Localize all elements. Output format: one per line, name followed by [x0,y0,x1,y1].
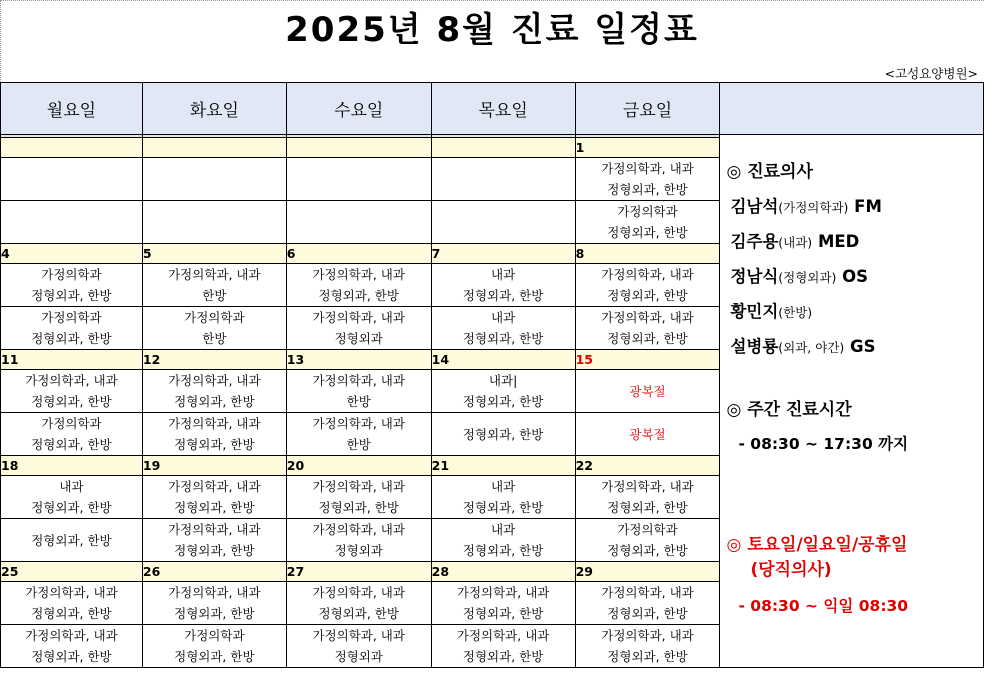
department-line: 가정의학과, 내과 [25,585,118,600]
weekend-title [726,530,976,580]
info-sidebar-content [726,157,976,616]
department-line: 정형외과, 한방 [607,543,688,558]
department-line: 가정의학과 [184,310,245,325]
department-line: 가정의학과, 내과 [312,310,405,325]
pm-schedule-cell [575,625,720,668]
am-schedule-cell [431,264,575,307]
doctor-dept: (정형외과) [778,270,837,285]
department-line: 가정의학과, 내과 [312,416,405,431]
department-line: 정형외과, 한방 [318,606,399,621]
am-schedule-cell [575,264,720,307]
doctor-name: 설병룡 [730,337,779,356]
am-schedule-cell [575,476,720,519]
am-schedule-cell [1,582,143,625]
date-cell [286,138,431,158]
department-line: 정형외과, 한방 [607,225,688,240]
page-title: 2025년 8월 진료 일정표 [285,10,699,50]
doctor-name: 황민지 [730,302,779,321]
department-line: 한방 [346,437,371,452]
department-line: 가정의학과, 내과 [312,522,405,537]
am-schedule-cell [1,370,143,413]
department-line: 정형외과, 한방 [31,288,112,303]
pm-schedule-cell [142,307,286,350]
doctor-code: MED [817,232,860,251]
department-line: 내과 [491,310,516,325]
pm-schedule-cell [575,201,720,244]
weekly-hours-title: ◎ 주간 진료시간 [726,400,852,420]
date-cell: 18 [1,456,143,476]
am-schedule-cell [1,476,143,519]
department-line: 가정의학과, 내과 [312,628,405,643]
date-cell: 7 [431,244,575,264]
am-schedule-cell [431,370,575,413]
weekday-header: 화요일 [142,83,286,135]
doctor-code: FM [854,197,882,216]
department-line: 가정의학과, 내과 [456,585,550,600]
doctor-name: 정남식 [730,267,779,286]
doctor-dept: (가정의학과) [778,200,849,215]
doctor-entry [730,263,976,287]
weekday-header: 월요일 [1,83,143,135]
department-line: 정형외과 [334,331,383,346]
department-line: 정형외과 [334,649,383,664]
pm-schedule-cell [1,307,143,350]
date-cell: 28 [431,562,575,582]
sidebar-header [720,83,984,135]
pm-schedule-cell [286,307,431,350]
holiday-label: 광복절 [629,383,666,399]
department-line: 가정의학과, 내과 [312,373,405,388]
department-line: 정형외과, 한방 [607,288,688,303]
department-line: 정형외과, 한방 [174,437,255,452]
pm-schedule-cell [431,307,575,350]
am-schedule-cell [431,582,575,625]
pm-schedule-cell [142,625,286,668]
doctor-dept: (한방) [778,305,813,320]
weekday-header: 수요일 [286,83,431,135]
department-line: 가정의학과, 내과 [601,161,694,176]
department-line: 가정의학과, 내과 [601,585,694,600]
date-cell: 6 [286,244,431,264]
date-cell: 8 [575,244,720,264]
department-line: 정형외과, 한방 [31,606,112,621]
department-line: 정형외과, 한방 [174,500,255,515]
pm-schedule-cell [286,413,431,456]
department-line: 정형외과, 한방 [462,394,544,409]
date-cell: 29 [575,562,720,582]
holiday-label: 광복절 [629,426,666,442]
pm-schedule-cell [286,625,431,668]
weekday-header-row [1,83,984,135]
pm-schedule-cell [1,413,143,456]
am-schedule-cell [286,476,431,519]
department-line: 정형외과, 한방 [318,288,399,303]
date-cell: 26 [142,562,286,582]
department-line: 가정의학과, 내과 [168,479,261,494]
pm-schedule-cell [142,201,286,244]
weekday-header: 목요일 [431,83,575,135]
doctor-entry [730,298,976,322]
department-line: 가정의학과, 내과 [168,416,261,431]
pm-schedule-cell [431,519,575,562]
schedule-body [1,135,984,668]
am-schedule-cell [142,158,286,201]
department-line: 정형외과, 한방 [462,606,544,621]
department-line: 정형외과, 한방 [174,606,255,621]
department-line: 가정의학과, 내과 [25,628,118,643]
department-line: 가정의학과, 내과 [601,267,694,282]
schedule-table [0,82,984,668]
pm-schedule-cell [142,519,286,562]
department-line: 정형외과, 한방 [31,331,112,346]
department-line: 가정의학과 [184,628,245,643]
department-line: 내과 [491,479,516,494]
department-line: 정형외과, 한방 [31,500,112,515]
date-cell [142,138,286,158]
date-cell: 11 [1,350,143,370]
am-schedule-cell [286,158,431,201]
am-schedule-cell [286,264,431,307]
date-cell: 14 [431,350,575,370]
department-line: 정형외과, 한방 [318,500,399,515]
department-line: 내과 [59,479,84,494]
date-cell: 20 [286,456,431,476]
department-line: 가정의학과, 내과 [168,585,261,600]
department-line: 한방 [202,288,227,303]
weekly-hours: - 08:30 ~ 17:30 까지 [738,435,909,453]
department-line: 정형외과, 한방 [31,394,112,409]
pm-schedule-cell [575,519,720,562]
doctor-name: 김주용 [730,232,779,251]
department-line: 정형외과, 한방 [174,543,255,558]
date-cell: 5 [142,244,286,264]
department-line: 정형외과, 한방 [462,543,544,558]
pm-schedule-cell [431,201,575,244]
department-line: 한방 [346,394,371,409]
pm-schedule-cell [1,519,143,562]
date-cell: 13 [286,350,431,370]
department-line: 가정의학과, 내과 [168,522,261,537]
pm-schedule-cell [286,201,431,244]
department-line: 정형외과, 한방 [462,649,544,664]
doctor-entry [730,333,976,357]
doctor-code: OS [842,267,869,286]
department-line: 정형외과, 한방 [174,649,255,664]
department-line: 정형외과, 한방 [174,394,255,409]
am-schedule-cell [142,476,286,519]
department-line: 내과| [488,373,518,388]
am-schedule-cell [575,582,720,625]
department-line: 가정의학과 [41,267,102,282]
date-cell: 12 [142,350,286,370]
department-line: 정형외과, 한방 [462,288,544,303]
date-cell: 4 [1,244,143,264]
date-cell: 25 [1,562,143,582]
department-line: 가정의학과, 내과 [601,310,694,325]
pm-schedule-cell [1,625,143,668]
department-line: 가정의학과, 내과 [456,628,550,643]
department-line: 가정의학과 [41,416,102,431]
doctor-dept: (내과) [778,235,813,250]
doctor-dept: (외과, 야간) [778,340,845,355]
department-line: 가정의학과 [41,310,102,325]
weekend-hours: - 08:30 ~ 익일 08:30 [738,597,909,615]
pm-schedule-cell [575,307,720,350]
am-schedule-cell [142,370,286,413]
am-schedule-cell [142,264,286,307]
department-line: 정형외과, 한방 [607,500,688,515]
date-cell: 15 [575,350,720,370]
department-line: 가정의학과, 내과 [312,585,405,600]
department-line: 정형외과, 한방 [31,649,112,664]
am-schedule-cell [142,582,286,625]
page-top-border [0,0,984,1]
am-schedule-cell [1,264,143,307]
am-schedule-cell [286,370,431,413]
department-line: 정형외과, 한방 [31,437,112,452]
info-sidebar [720,135,984,668]
am-schedule-cell [575,158,720,201]
doctor-entry [730,228,976,252]
weekend-subtitle: (당직의사) [750,560,832,580]
doctor-name: 김남석 [730,197,779,216]
date-cell: 21 [431,456,575,476]
pm-schedule-cell [142,413,286,456]
am-schedule-cell [286,582,431,625]
am-schedule-cell [431,476,575,519]
doctors-title: ◎ 진료의사 [726,162,813,182]
department-line: 정형외과 [334,543,383,558]
department-line: 정형외과, 한방 [31,532,112,548]
pm-schedule-cell [431,413,575,456]
department-line: 가정의학과, 내과 [312,267,405,282]
weekend-title-text: ◎ 토요일/일요일/공휴일 [726,535,908,555]
date-cell [431,138,575,158]
date-cell [1,138,143,158]
weekday-header: 금요일 [575,83,720,135]
pm-schedule-cell [575,413,720,456]
pm-schedule-cell [431,625,575,668]
hospital-name: <고성요양병원> [884,66,978,81]
department-line: 내과 [491,522,516,537]
department-line: 가정의학과, 내과 [601,628,694,643]
date-cell: 1 [575,138,720,158]
department-line: 정형외과, 한방 [462,500,544,515]
department-line: 가정의학과, 내과 [25,373,118,388]
department-line: 정형외과, 한방 [607,606,688,621]
department-line: 가정의학과, 내과 [168,267,261,282]
department-line: 가정의학과, 내과 [168,373,261,388]
department-line: 가정의학과 [617,522,678,537]
am-schedule-cell [431,158,575,201]
department-line: 가정의학과, 내과 [601,479,694,494]
date-cell: 19 [142,456,286,476]
department-line: 가정의학과 [617,204,678,219]
department-line: 정형외과, 한방 [607,331,688,346]
am-schedule-cell [1,158,143,201]
pm-schedule-cell [1,201,143,244]
date-cell: 27 [286,562,431,582]
department-line: 한방 [202,331,227,346]
department-line: 정형외과, 한방 [607,182,688,197]
doctor-code: GS [850,337,876,356]
department-line: 정형외과, 한방 [607,649,688,664]
department-line: 가정의학과, 내과 [312,479,405,494]
department-line: 정형외과, 한방 [462,331,544,346]
department-line: 내과 [491,267,516,282]
date-cell: 22 [575,456,720,476]
pm-schedule-cell [286,519,431,562]
doctor-entry [730,193,976,217]
am-schedule-cell [575,370,720,413]
department-line: 정형외과, 한방 [462,426,544,442]
